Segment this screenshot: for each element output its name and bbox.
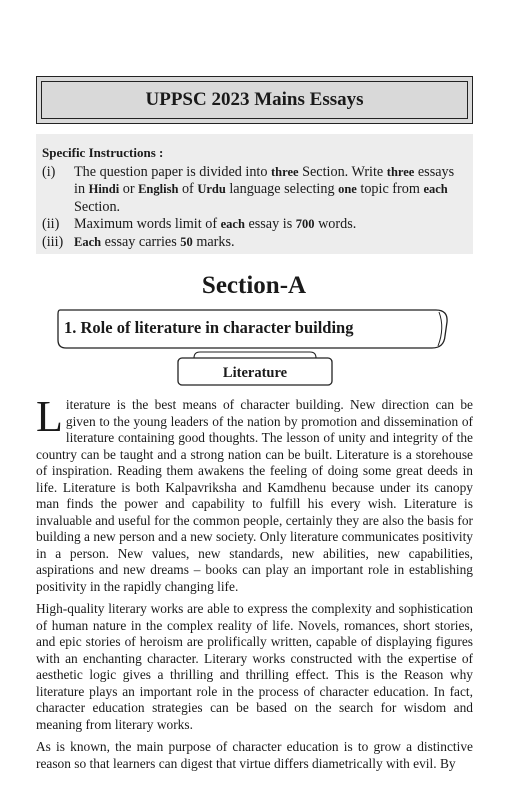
instruction-text xyxy=(74,164,465,217)
instruction-fragment: essay carries xyxy=(101,233,181,250)
instructions-box xyxy=(36,134,473,254)
essay-body xyxy=(36,392,473,778)
instruction-emphasis: each xyxy=(423,182,448,196)
instruction-emphasis: Hindi xyxy=(88,182,120,196)
paragraph: High-quality literary works are able to express the complexity and sophistication of human nature in the complex reality of life. Novels, romances, short stories, and epic stories of heroism are prolifically written, capable of displaying figures with an enchanting character. Literary works constructed with the expertise of aesthetic logic gives a thrilling and thrilling effect. This is the Reason why literature plays an important role in the process of character education. In fact, character education strategies can be based on the search for wisdom and meaning from literary works. xyxy=(36,601,473,732)
instruction-emphasis: 50 xyxy=(180,234,193,249)
instruction-emphasis: three xyxy=(271,164,299,179)
instruction-emphasis: English xyxy=(138,182,179,196)
instruction-fragment: topic from xyxy=(356,181,424,197)
instruction-fragment: essays in xyxy=(74,163,455,197)
instruction-emphasis: three xyxy=(386,164,415,179)
instruction-fragment: Section. xyxy=(74,198,121,215)
instruction-item xyxy=(42,216,465,234)
subheading: Literature xyxy=(222,365,288,381)
instruction-fragment: essay is xyxy=(244,216,296,232)
paragraph xyxy=(36,392,473,595)
instruction-fragment: language selecting xyxy=(225,181,339,197)
page-title: UPPSC 2023 Mains Essays xyxy=(145,89,364,110)
paragraph-text: iterature is the best means of character building. New direction can be given to the young leaders of the nation by promotion and dissemination of literature containing good thoughts. The lesson of unity and integrity of the country can be taught and a strong nation can be built. Literature is a storehouse of inspiration. Reading them awakens the feeling of doing some great deeds in life. Literature is both Kalpavriksha and Kamdhenu because under its canopy man finds the power and capability to fulfill his every wish. Literature is invaluable and useful for the common people, certainly they are also the basis for building a new person and a new society. Only literature communicates positivity in a person. New values, new standards, new abilities, new capabilities, aspirations and new dreams – books can play an important role in establishing positivity in the rapidly changing life. xyxy=(36,397,473,594)
instruction-fragment: of xyxy=(178,181,198,197)
instruction-number: (iii) xyxy=(42,233,64,250)
paragraph: As is known, the main purpose of character education is to grow a distinctive reason so that learners can digest that virtue differs diametrically with evil. By xyxy=(36,739,473,771)
drop-cap: L xyxy=(36,392,63,441)
instructions-heading: Specific Instructions : xyxy=(42,145,164,160)
instruction-fragment: Maximum words limit of xyxy=(74,216,221,232)
instruction-emphasis: Urdu xyxy=(197,182,226,196)
instruction-text xyxy=(74,216,465,234)
instruction-emphasis: each xyxy=(220,217,245,231)
instruction-fragment: The question paper is divided into xyxy=(74,163,272,180)
section-heading: Section-A xyxy=(201,272,307,299)
instruction-text xyxy=(74,234,465,252)
instruction-fragment: or xyxy=(119,181,139,197)
instruction-emphasis: one xyxy=(338,182,357,196)
instruction-number: (i) xyxy=(42,163,56,180)
title-box xyxy=(36,76,473,124)
instruction-fragment: marks. xyxy=(192,233,235,250)
instruction-number: (ii) xyxy=(42,216,60,232)
instruction-fragment: Section. Write xyxy=(298,163,387,180)
instruction-item xyxy=(42,234,465,252)
instructions-list xyxy=(42,164,465,252)
instruction-emphasis: 700 xyxy=(295,217,315,231)
instruction-fragment: words. xyxy=(314,216,357,232)
topic-title: 1. Role of literature in character building xyxy=(64,318,354,337)
instruction-item xyxy=(42,164,465,217)
instruction-emphasis: Each xyxy=(74,234,102,249)
